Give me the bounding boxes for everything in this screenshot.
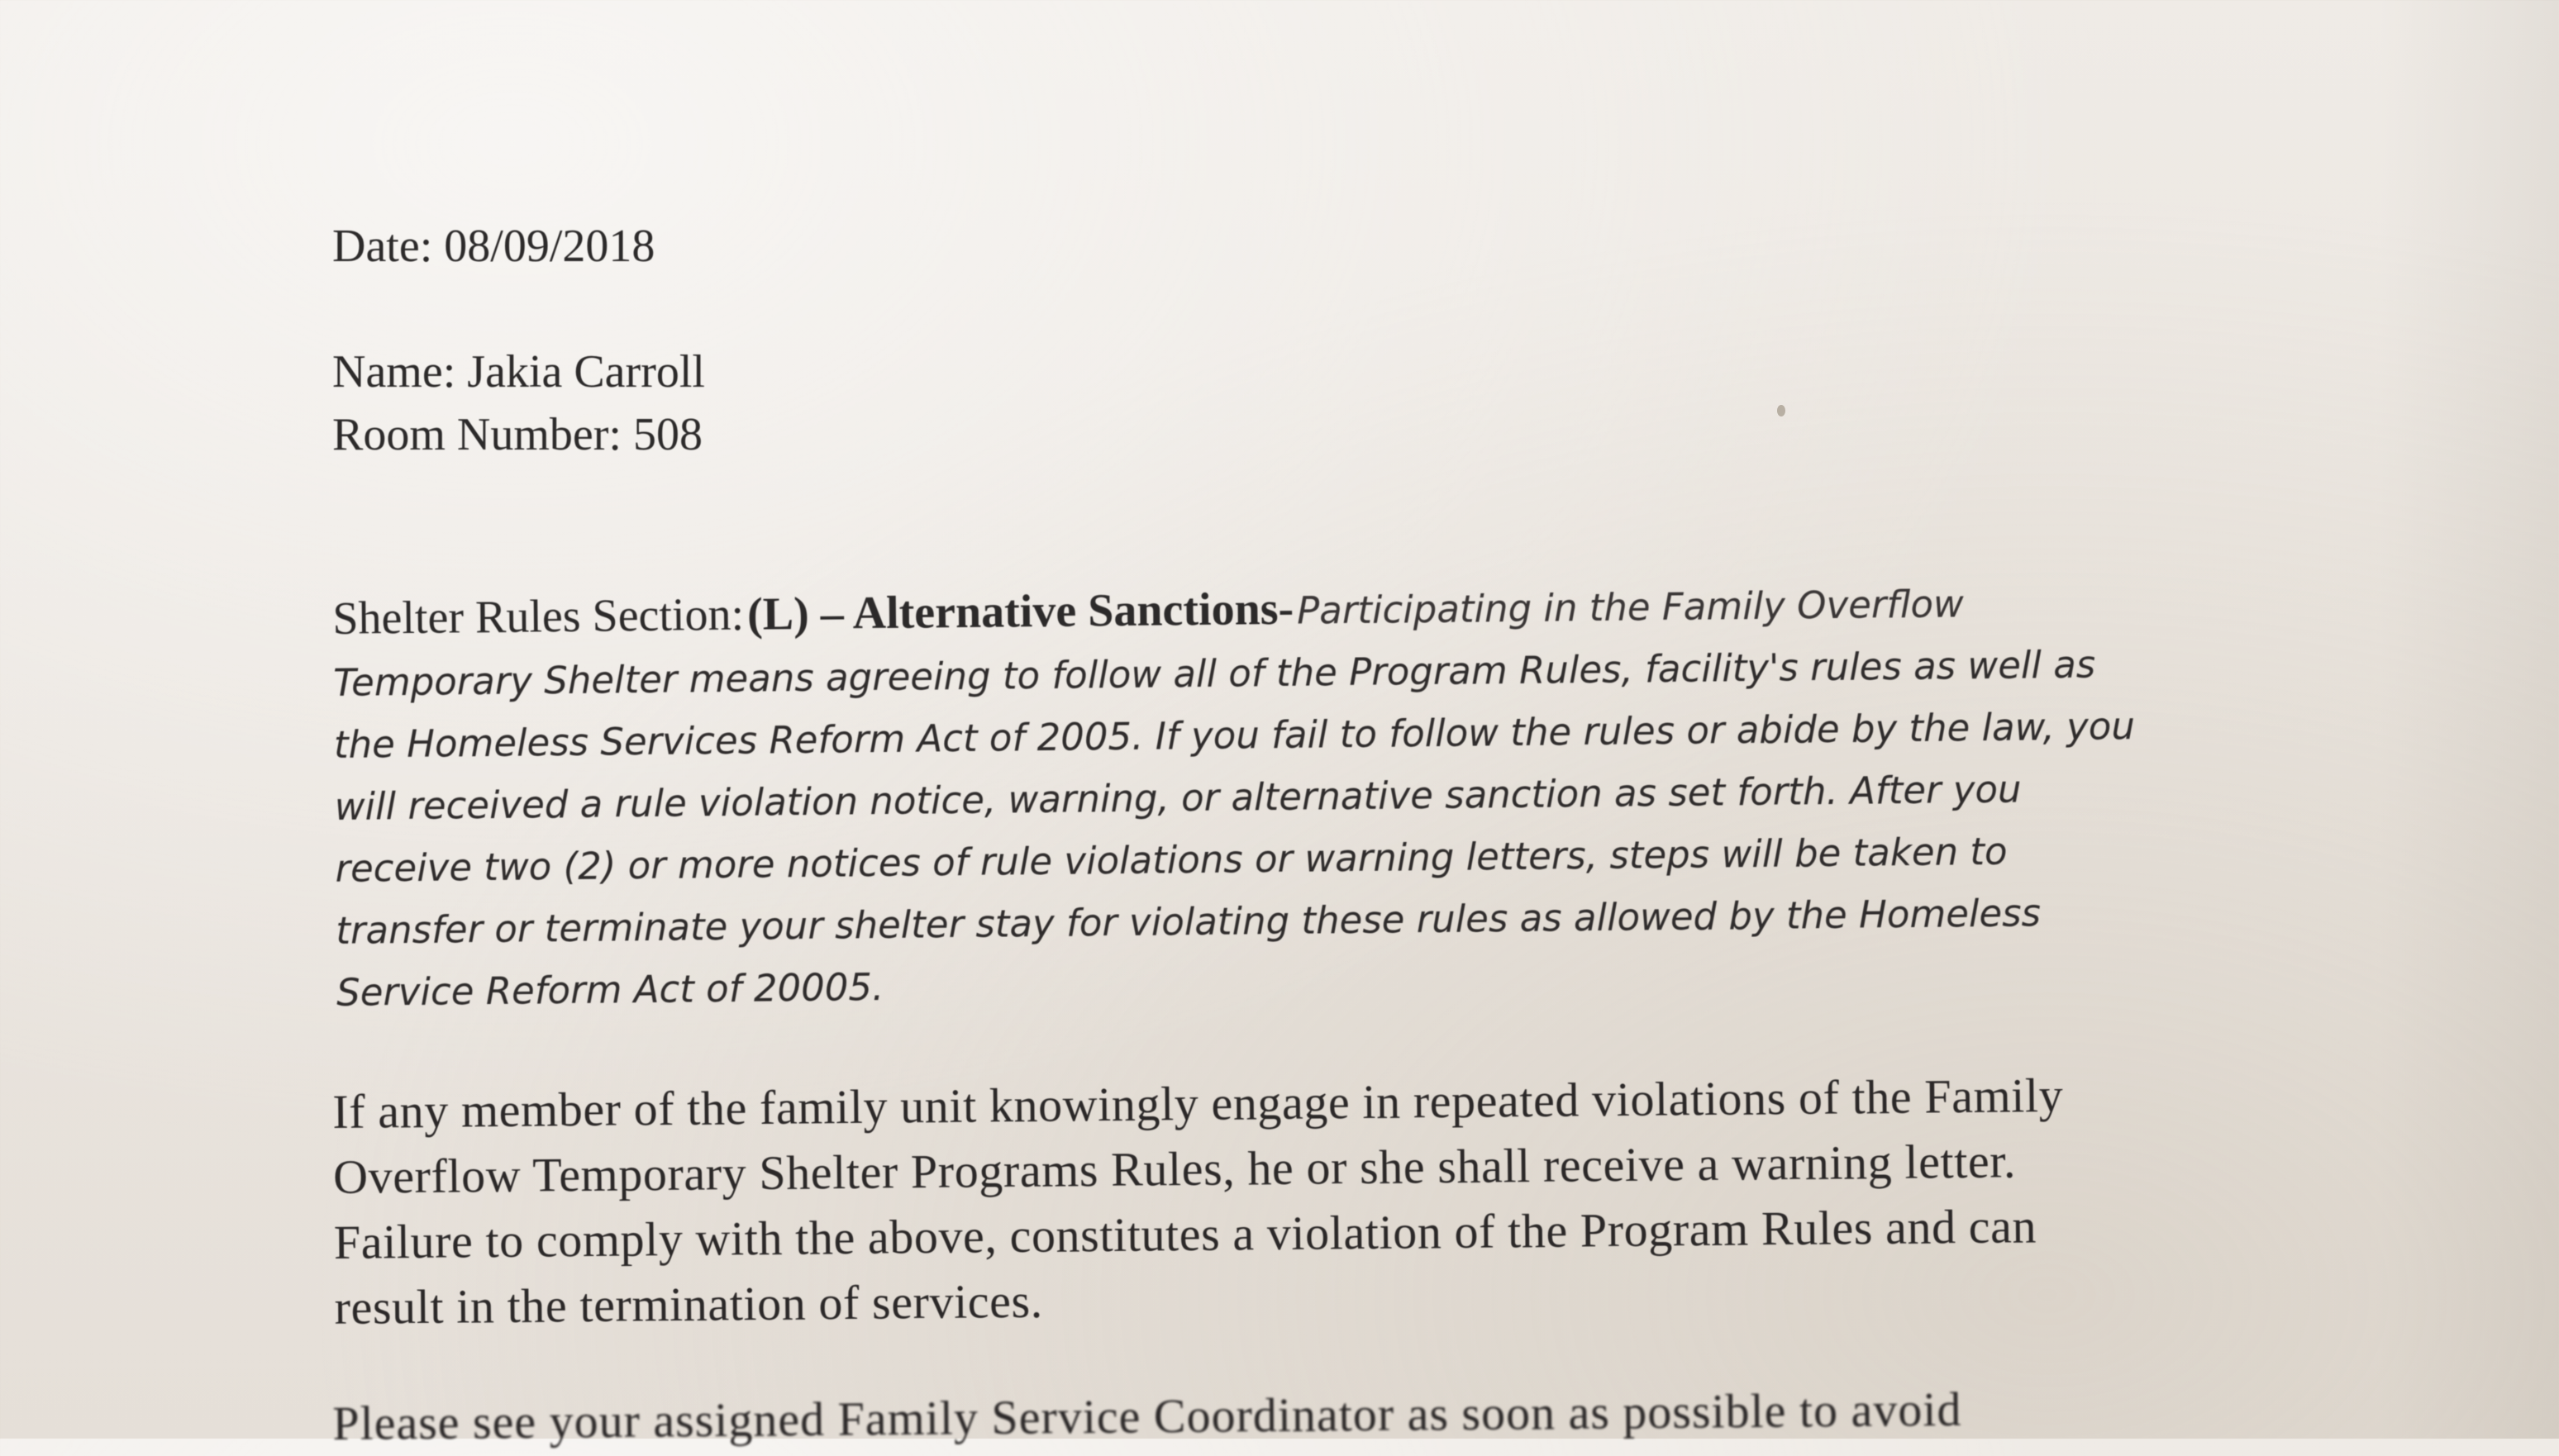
violations-paragraph xyxy=(332,1063,2066,1340)
paragraph-line: Failure to comply with the above, constitutes a violation of the Program Rules and can xyxy=(333,1199,2037,1269)
rules-text-line: transfer or terminate your shelter stay for violating these rules as allowed by the Homeless xyxy=(336,891,2042,953)
rules-text-line: Participating in the Family Overflow xyxy=(1296,582,1965,633)
rules-section-label: Shelter Rules Section: xyxy=(332,588,745,645)
room-number-line: Room Number: 508 xyxy=(332,409,703,460)
paper-shadow xyxy=(2377,0,2559,1439)
date-line: Date: 08/09/2018 xyxy=(332,221,655,272)
coordinator-paragraph xyxy=(332,1377,1962,1456)
rules-text-line: Temporary Shelter means agreeing to follow all of the Program Rules, facility's rules as well as xyxy=(332,642,2096,705)
paragraph-line: Overflow Temporary Shelter Programs Rules, he or she shall receive a warning letter. xyxy=(332,1134,2017,1204)
paragraph-line: If any member of the family unit knowingly engage in repeated violations of the Family xyxy=(332,1068,2064,1139)
rules-text-line: Service Reform Act of 20005. xyxy=(336,965,884,1015)
paragraph-line: result in the termination of services. xyxy=(334,1273,1044,1335)
rules-text-line: receive two (2) or more notices of rule violations or warning letters, steps will be taken to xyxy=(335,829,2008,891)
shelter-rules-section xyxy=(332,569,2137,1024)
name-line: Name: Jakia Carroll xyxy=(332,346,705,397)
paper-speck xyxy=(1777,405,1785,416)
rules-text-line: will received a rule violation notice, warning, or alternative sanction as set forth. After you xyxy=(334,767,2022,829)
paragraph-line: Please see your assigned Family Service Coordinator as soon as possible to avoid xyxy=(332,1382,1962,1450)
rules-section-heading: (L) – Alternative Sanctions- xyxy=(746,583,1294,640)
rules-text-line: the Homeless Services Reform Act of 2005. If you fail to follow the rules or abide by the law, you xyxy=(333,704,2136,767)
